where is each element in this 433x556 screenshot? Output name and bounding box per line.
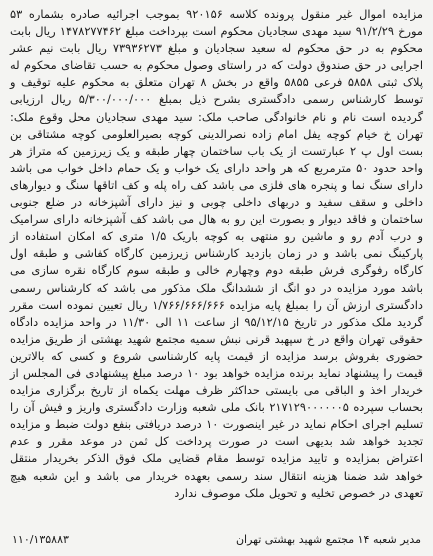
notice-body-text: مزایده اموال غیر منقول پرونده کلاسه ۹۲۰۱۵۶ بموجب اجرائیه صادره بشماره ۵۳ مورخ ۹۱/۲/۲۹ سید مهدی سجادیان محکوم است بپرداخت مبلغ ۱۴۷۸۲۷۷۴۶۲ ریال بابت محکوم به در حق محکوم له سعید سجادیان و مبلغ ۷۳۹۳۶۲۷۳ ریال بابت نیم عشر اجرایی در حق صندوق دولت که در راستای وصول محکوم به حسب تقاضای محکوم له پلاک ثبتی ۵۸۵۸ فرعی ۵۸۵۵ واقع در بخش ۸ تهران متعلق به محکوم علیه توقیف و توسط کارشناس رسمی دادگستری بشرح ذیل بمبلغ ۵/۳۰۰/۰۰۰/۰۰۰ ریال ارزیابی گردیده است نام و نام خانوادگی صاحب ملک: سید مهدی سجادیان محل وقوع ملک: تهران خ خیام کوچه یفل امام زاده نصرالدینی کوچه بصیرالعلومی کوچه مشتاقی بن بست اول پ ۲ عبارتست از یک باب ساختمان چهار طبقه و یک زیرزمین که متراژ هر واحد حدود ۵۰ مترمربع که هر واحد دارای یک خواب و یک حمام داخل خواب می باشد دارای سنگ نما و پنجره های فلزی می باشد کف راه پله و کف اتاقها سنگ و دیوارهای داخلی و سقف سفید و دربهای داخلی چوبی و نیز دارای آشپزخانه در ضلع جنوبی ساختمان و فاقد دیوار و بصورت این رو به هال می باشد کف آشپزخانه دارای سرامیک و درب آدم رو و ماشین رو منتهی به کوچه باریک ۱/۵ متری که امکان استفاده از پارکینگ نمی باشد و در زمان بازدید کارشناس زیرزمین کارگاه کفاشی و طبقه اول کارگاه رفوگری فرش طبقه دوم وچهارم خالی و طبقه سوم کارگاه نقره سازی می باشد مورد مزایده در دو انگ از ششدانگ ملک مذکور می باشد که کارشناس رسمی دادگستری ارزش آن را بمبلغ پایه مزایده ۱/۷۶۶/۶۶۶/۶۶۶ ریال تعیین نموده است مقرر گردید ملک مذکور در تاریخ ۹۵/۱۲/۱۵ از ساعت ۱۱ الی ۱۱/۳۰ در واحد مزایده دادگاه حقوقی تهران واقع در خ سپهبد قرنی نبش سمیه مجتمع شهید بهشتی از طریق مزایده حضوری بفروش برسد مزایده از قیمت پایه کارشناسی شروع و کسی که بالاترین قیمت را پیشنهاد نماید برنده مزایده خواهد بود ۱۰ درصد مبلغ پیشنهادی فی المجلس از خریدار اخذ و الباقی می بایستی حداکثر ظرف مهلت یکماه از تاریخ برگزاری مزایده بحساب سپرده ۲۱۷۱۲۹۰۰۰۰۰۰۵ بانک ملی شعبه وزارت دادگستری واریز و فیش آن را تسلیم اجرای احکام نماید در غیر اینصورت ۱۰ درصد دریافتی بنفع دولت ضبط و مزایده تجدید خواهد شد بدیهی است در صورت پرداخت کل ثمن در موعد مقرر و عدم اعتراض بمزایده و تایید مزایده توسط مقام قضایی ملک فوق الذکر بخریدار منتقل خواهد شد ضمنا هزینه انتقال سند رسمی بعهده خریدار می باشد و این شعبه هیچ تعهدی در خصوص تخلیه و تحویل ملک موصوف ندارد <box>10 7 424 500</box>
reference-number: ۱۱۰/۱۳۵۸۸۳ <box>12 533 69 546</box>
notice-footer <box>4 531 429 548</box>
auction-notice <box>4 2 429 542</box>
signature-line: مدیر شعبه ۱۴ مجتمع شهید بهشتی تهران <box>235 533 421 546</box>
